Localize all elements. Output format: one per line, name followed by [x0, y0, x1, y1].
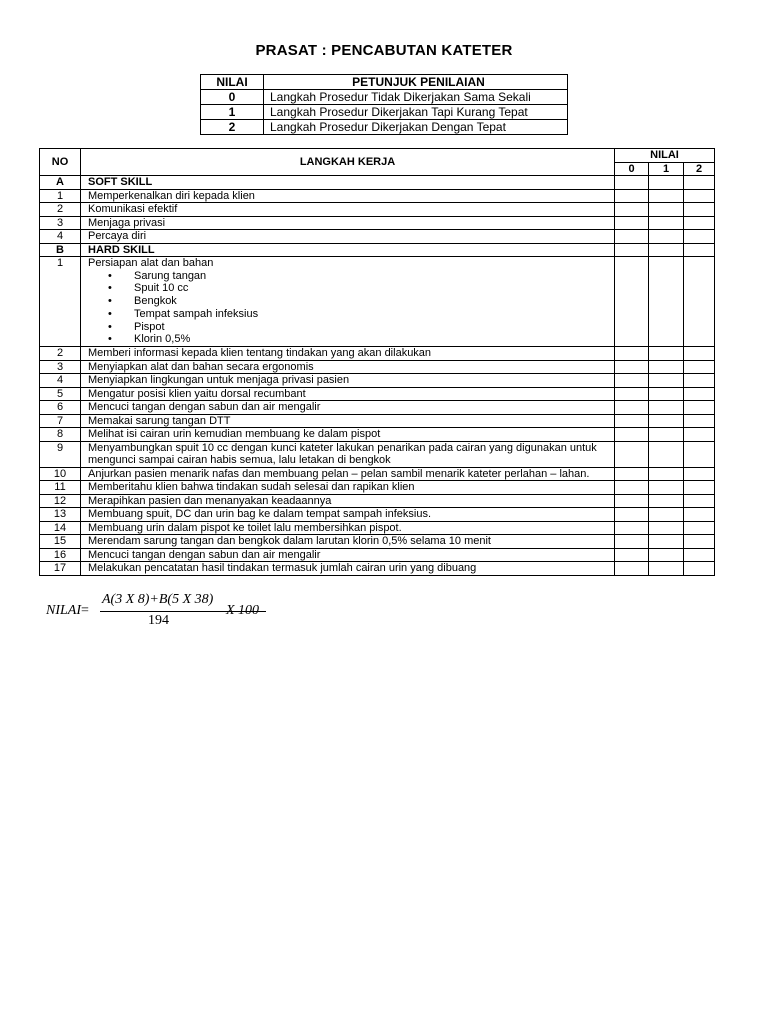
legend-header-row [201, 75, 568, 90]
table-row [40, 508, 715, 522]
score-cell[interactable] [649, 535, 684, 549]
score-cell[interactable] [649, 189, 684, 203]
step-text: Menyiapkan lingkungan untuk menjaga privasi pasien [81, 374, 615, 388]
section-letter: B [40, 243, 81, 257]
column-header-nilai: NILAI [615, 149, 715, 163]
score-cell[interactable] [649, 230, 684, 244]
score-cell[interactable] [615, 562, 649, 576]
score-cell[interactable] [615, 441, 649, 467]
step-number: 1 [40, 257, 81, 347]
table-row [40, 535, 715, 549]
step-number: 4 [40, 230, 81, 244]
step-number: 2 [40, 203, 81, 217]
bullet-icon: • [108, 320, 112, 333]
legend-header-petunjuk: PETUNJUK PENILAIAN [264, 75, 568, 90]
step-label: Persiapan alat dan bahan [88, 257, 214, 269]
legend-description: Langkah Prosedur Dikerjakan Tapi Kurang Tepat [264, 105, 568, 120]
step-text: Memberi informasi kepada klien tentang tindakan yang akan dilakukan [81, 347, 615, 361]
table-row [40, 347, 715, 361]
section-row-hard-skill [40, 243, 715, 257]
score-cell[interactable] [615, 428, 649, 442]
score-cell[interactable] [649, 387, 684, 401]
step-number: 3 [40, 216, 81, 230]
score-cell[interactable] [649, 401, 684, 415]
step-text: Komunikasi efektif [81, 203, 615, 217]
score-cell[interactable] [649, 441, 684, 467]
table-row [40, 216, 715, 230]
table-row [40, 374, 715, 388]
bullet-icon: • [108, 307, 112, 320]
score-cell[interactable] [684, 535, 715, 549]
step-text: Mencuci tangan dengan sabun dan air mengalir [81, 401, 615, 415]
score-cell[interactable] [684, 347, 715, 361]
formula-numerator: A(3 X 8)+B(5 X 38) [102, 592, 214, 607]
score-cell[interactable] [684, 481, 715, 495]
score-cell[interactable] [615, 535, 649, 549]
score-cell[interactable] [649, 467, 684, 481]
hard-skill-rows [40, 347, 715, 576]
step-text: Memberitahu klien bahwa tindakan sudah selesai dan rapikan klien [81, 481, 615, 495]
step-number: 1 [40, 189, 81, 203]
score-cell[interactable] [684, 548, 715, 562]
score-column-1: 1 [649, 162, 684, 176]
score-cell[interactable] [684, 230, 715, 244]
equipment-label: Spuit 10 cc [134, 282, 189, 295]
table-row [40, 401, 715, 415]
step-number: 2 [40, 347, 81, 361]
soft-skill-rows [40, 189, 715, 243]
score-cell[interactable] [615, 387, 649, 401]
legend-row [201, 105, 568, 120]
section-row-soft-skill [40, 176, 715, 190]
score-column-0: 0 [615, 162, 649, 176]
formula-multiplier: X 100 [226, 603, 260, 618]
table-row [40, 360, 715, 374]
step-text: Mengatur posisi klien yaitu dorsal recumbant [81, 387, 615, 401]
table-row [40, 548, 715, 562]
step-number: 14 [40, 521, 81, 535]
score-cell[interactable] [649, 428, 684, 442]
step-number: 12 [40, 494, 81, 508]
equipment-label: Bengkok [134, 295, 177, 308]
step-number: 6 [40, 401, 81, 415]
section-letter: A [40, 176, 81, 190]
step-text: Membuang spuit, DC dan urin bag ke dalam tempat sampah infeksius. [81, 508, 615, 522]
score-cell[interactable] [684, 521, 715, 535]
equipment-item [108, 269, 614, 283]
score-cell[interactable] [684, 441, 715, 467]
step-number: 3 [40, 360, 81, 374]
step-text: Merapihkan pasien dan menanyakan keadaannya [81, 494, 615, 508]
score-cell[interactable] [649, 562, 684, 576]
step-text: Memakai sarung tangan DTT [81, 414, 615, 428]
equipment-label: Sarung tangan [134, 269, 207, 282]
score-cell[interactable] [649, 521, 684, 535]
score-cell[interactable] [615, 414, 649, 428]
score-cell[interactable] [684, 176, 715, 190]
score-cell[interactable] [615, 508, 649, 522]
equipment-item [108, 307, 614, 321]
table-row [40, 203, 715, 217]
score-cell[interactable] [615, 189, 649, 203]
score-cell[interactable] [615, 176, 649, 190]
equipment-list [88, 270, 614, 347]
step-number: 9 [40, 441, 81, 467]
step-number: 10 [40, 467, 81, 481]
column-header-langkah: LANGKAH KERJA [81, 149, 615, 176]
step-text: Melakukan pencatatan hasil tindakan termasuk jumlah cairan urin yang dibuang [81, 562, 615, 576]
section-label: SOFT SKILL [81, 176, 615, 190]
score-cell[interactable] [684, 428, 715, 442]
score-cell[interactable] [684, 387, 715, 401]
score-cell[interactable] [615, 521, 649, 535]
step-number: 5 [40, 387, 81, 401]
step-number: 4 [40, 374, 81, 388]
legend-row [201, 120, 568, 135]
score-cell[interactable] [649, 257, 684, 347]
score-cell[interactable] [649, 481, 684, 495]
bullet-icon: • [108, 333, 112, 346]
step-text: Menjaga privasi [81, 216, 615, 230]
step-number: 11 [40, 481, 81, 495]
score-cell[interactable] [649, 216, 684, 230]
step-text: Anjurkan pasien menarik nafas dan membuang pelan – pelan sambil menarik kateter perlahan – lahan. [81, 467, 615, 481]
score-cell[interactable] [684, 401, 715, 415]
score-cell[interactable] [649, 508, 684, 522]
step-text: Menyiapkan alat dan bahan secara ergonomis [81, 360, 615, 374]
score-cell[interactable] [649, 494, 684, 508]
step-number: 17 [40, 562, 81, 576]
score-cell[interactable] [684, 216, 715, 230]
score-cell[interactable] [684, 243, 715, 257]
table-row [40, 467, 715, 481]
step-number: 15 [40, 535, 81, 549]
equipment-label: Pispot [134, 320, 165, 333]
step-text: Merendam sarung tangan dan bengkok dalam larutan klorin 0,5% selama 10 menit [81, 535, 615, 549]
equipment-item [108, 282, 614, 295]
legend-row [201, 90, 568, 105]
score-cell[interactable] [684, 257, 715, 347]
step-number: 8 [40, 428, 81, 442]
step-text: Membuang urin dalam pispot ke toilet lalu membersihkan pispot. [81, 521, 615, 535]
table-header-row [40, 149, 715, 163]
step-number: 13 [40, 508, 81, 522]
table-row [40, 494, 715, 508]
step-text: Percaya diri [81, 230, 615, 244]
score-cell[interactable] [649, 243, 684, 257]
score-cell[interactable] [615, 467, 649, 481]
score-cell[interactable] [615, 216, 649, 230]
table-row [40, 428, 715, 442]
formula-equals: = [81, 603, 89, 618]
legend-description: Langkah Prosedur Dikerjakan Dengan Tepat [264, 120, 568, 135]
score-cell[interactable] [615, 203, 649, 217]
score-cell[interactable] [684, 189, 715, 203]
equipment-item [108, 333, 614, 346]
step-text: Mencuci tangan dengan sabun dan air mengalir [81, 548, 615, 562]
table-row [40, 189, 715, 203]
formula-denominator: 194 [148, 613, 169, 628]
score-cell[interactable] [615, 494, 649, 508]
column-header-no: NO [40, 149, 81, 176]
table-row [40, 230, 715, 244]
table-row [40, 441, 715, 467]
score-cell[interactable] [649, 374, 684, 388]
procedure-checklist-table [39, 148, 715, 576]
table-row [40, 562, 715, 576]
table-row [40, 521, 715, 535]
score-cell[interactable] [684, 374, 715, 388]
score-cell[interactable] [615, 257, 649, 347]
formula-lhs-label: NILAI [46, 603, 81, 618]
step-text [81, 257, 615, 347]
score-cell[interactable] [615, 548, 649, 562]
score-cell[interactable] [615, 230, 649, 244]
bullet-icon: • [108, 269, 112, 282]
step-text: Memperkenalkan diri kepada klien [81, 189, 615, 203]
table-row [40, 387, 715, 401]
step-text: Menyambungkan spuit 10 cc dengan kunci kateter lakukan penarikan pada cairan yang digunakan untuk mengunci sampai cairan habis semua, lalu letakan di bengkok [81, 441, 615, 467]
bullet-icon: • [108, 295, 112, 308]
equipment-label: Tempat sampah infeksius [134, 307, 259, 320]
step-number: 16 [40, 548, 81, 562]
score-cell[interactable] [649, 203, 684, 217]
step-text: Melihat isi cairan urin kemudian membuang ke dalam pispot [81, 428, 615, 442]
score-cell[interactable] [684, 203, 715, 217]
legend-description: Langkah Prosedur Tidak Dikerjakan Sama Sekali [264, 90, 568, 105]
score-cell[interactable] [615, 374, 649, 388]
table-row [40, 414, 715, 428]
score-cell[interactable] [615, 481, 649, 495]
table-row [40, 481, 715, 495]
formula-lhs [46, 603, 89, 619]
score-cell[interactable] [649, 414, 684, 428]
legend-header-nilai: NILAI [201, 75, 264, 90]
score-cell[interactable] [684, 467, 715, 481]
score-cell[interactable] [615, 360, 649, 374]
equipment-label: Klorin 0,5% [134, 333, 191, 346]
score-cell[interactable] [615, 243, 649, 257]
equipment-item [108, 320, 614, 334]
page-title: PRASAT : PENCABUTAN KATETER [255, 42, 513, 59]
score-cell[interactable] [615, 347, 649, 361]
table-row [40, 257, 715, 347]
score-cell[interactable] [649, 360, 684, 374]
scoring-legend-table [200, 74, 568, 135]
score-column-2: 2 [684, 162, 715, 176]
score-cell[interactable] [649, 176, 684, 190]
score-cell[interactable] [684, 562, 715, 576]
score-cell[interactable] [615, 401, 649, 415]
equipment-item [108, 295, 614, 308]
section-label: HARD SKILL [81, 243, 615, 257]
bullet-icon: • [108, 282, 112, 295]
step-number: 7 [40, 414, 81, 428]
legend-score: 0 [201, 90, 264, 105]
legend-score: 1 [201, 105, 264, 120]
score-cell[interactable] [649, 347, 684, 361]
score-cell[interactable] [684, 360, 715, 374]
score-cell[interactable] [684, 494, 715, 508]
score-cell[interactable] [649, 548, 684, 562]
legend-score: 2 [201, 120, 264, 135]
score-cell[interactable] [684, 414, 715, 428]
score-cell[interactable] [684, 508, 715, 522]
